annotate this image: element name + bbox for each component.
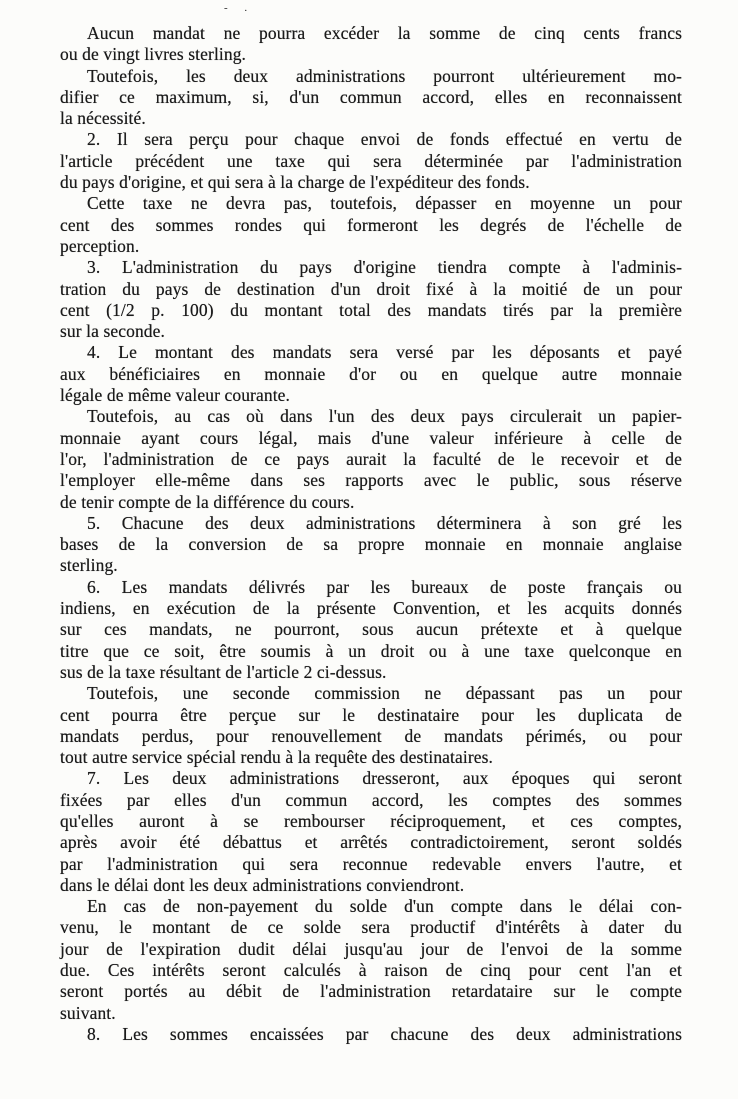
text-line: jour de l'expiration dudit délai jusqu'au jour de l'envoi de la somme — [60, 938, 682, 959]
text-line: tout autre service spécial rendu à la requête des destinataires. — [60, 747, 494, 768]
text-line: ou de vingt livres sterling. — [60, 44, 247, 65]
text-line: aux bénéficiaires en monnaie d'or ou en quelque autre monnaie — [60, 363, 682, 384]
paragraph — [60, 1024, 682, 1045]
text-line: l'or, l'administration de ce pays aurait la faculté de le recevoir et de — [60, 448, 682, 469]
text-line: fixées par elles d'un commun accord, les comptes des sommes — [60, 789, 682, 810]
text-line: monnaie ayant cours légal, mais d'une valeur inférieure à celle de — [60, 427, 682, 448]
paragraph — [60, 23, 682, 66]
paragraph — [60, 193, 682, 257]
text-line: 5. Chacune des deux administrations déterminera à son gré les — [87, 512, 682, 533]
paragraph — [60, 342, 682, 406]
text-line: tration du pays de destination d'un droit fixé à la moitié de un pour — [60, 278, 682, 299]
text-line: la nécessité. — [60, 108, 146, 129]
text-line: l'article précédent une taxe qui sera déterminée par l'administration — [60, 150, 682, 171]
text-line: du pays d'origine, et qui sera à la charge de l'expéditeur des fonds. — [60, 172, 530, 193]
text-line: indiens, en exécution de la présente Convention, et les acquits donnés — [60, 598, 682, 619]
text-line: sur la seconde. — [60, 321, 166, 342]
text-line: Aucun mandat ne pourra excéder la somme de cinq cents francs — [87, 23, 682, 43]
text-line: 6. Les mandats délivrés par les bureaux de poste français ou — [87, 576, 682, 597]
document-text-block — [60, 23, 682, 1045]
text-line: sur ces mandats, ne pourront, sous aucun prétexte et à quelque — [60, 619, 682, 640]
text-line: perception. — [60, 235, 140, 256]
text-line: Cette taxe ne devra pas, toutefois, dépasser en moyenne un pour — [87, 193, 682, 214]
text-line: de tenir compte de la différence du cours. — [60, 491, 355, 512]
paragraph — [60, 683, 682, 768]
text-line: dans le délai dont les deux administrations conviendront. — [60, 874, 465, 895]
text-line: venu, le montant de ce solde sera productif d'intérêts à dater du — [60, 917, 682, 938]
text-line: 8. Les sommes encaissées par chacune des deux administrations — [87, 1023, 682, 1044]
paragraph — [60, 577, 682, 683]
paragraph — [60, 257, 682, 342]
paragraph — [60, 768, 682, 896]
text-line: après avoir été débattus et arrêtés contradictoirement, seront soldés — [60, 832, 682, 853]
text-line: due. Ces intérêts seront calculés à raison de cinq pour cent l'an et — [60, 960, 682, 981]
text-line: 3. L'administration du pays d'origine tiendra compte à l'adminis- — [87, 257, 682, 278]
text-line: Toutefois, au cas où dans l'un des deux pays circulerait un papier- — [87, 406, 682, 427]
text-line: 7. Les deux administrations dresseront, aux époques qui seront — [87, 768, 682, 789]
paragraph — [60, 129, 682, 193]
text-line: suivant. — [60, 1002, 116, 1023]
text-line: cent (1/2 p. 100) du montant total des mandats tirés par la première — [60, 299, 682, 320]
text-line: Toutefois, les deux administrations pourront ultérieurement mo- — [87, 65, 682, 86]
paragraph — [60, 513, 682, 577]
text-line: légale de même valeur courante. — [60, 385, 290, 406]
text-line: sterling. — [60, 555, 118, 576]
text-line: mandats perdus, pour renouvellement de mandats périmés, ou pour — [60, 725, 682, 746]
text-line: qu'elles auront à se rembourser réciproquement, et ces comptes, — [60, 810, 682, 831]
text-line: Toutefois, une seconde commission ne dépassant pas un pour — [87, 683, 682, 704]
text-line: 4. Le montant des mandats sera versé par les déposants et payé — [87, 342, 682, 363]
paragraph — [60, 66, 682, 130]
text-line: par l'administration qui sera reconnue redevable envers l'autre, et — [60, 853, 682, 874]
text-line: En cas de non-payement du solde d'un compte dans le délai con- — [87, 896, 682, 917]
text-line: seront portés au débit de l'administration retardataire sur le compte — [60, 981, 682, 1002]
text-line: bases de la conversion de sa propre monnaie en monnaie anglaise — [60, 534, 682, 555]
print-artifact-mark: - . — [224, 2, 255, 14]
text-line: sus de la taxe résultant de l'article 2 ci-dessus. — [60, 661, 387, 682]
text-line: difier ce maximum, si, d'un commun accord, elles en reconnaissent — [60, 86, 682, 107]
paragraph — [60, 896, 682, 1024]
text-line: 2. Il sera perçu pour chaque envoi de fonds effectué en vertu de — [87, 129, 682, 150]
text-line: cent des sommes rondes qui formeront les degrés de l'échelle de — [60, 214, 682, 235]
text-line: l'employer elle-même dans ses rapports avec le public, sous réserve — [60, 470, 682, 491]
text-line: titre que ce soit, être soumis à un droit ou à une taxe quelconque en — [60, 640, 682, 661]
paragraph — [60, 406, 682, 512]
text-line: cent pourra être perçue sur le destinataire pour les duplicata de — [60, 704, 682, 725]
